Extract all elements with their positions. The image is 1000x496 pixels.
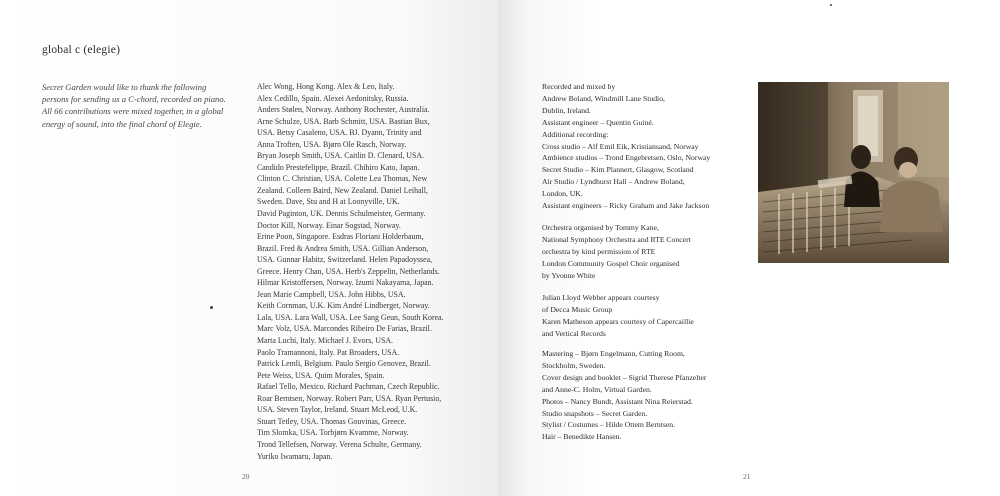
- credit-line: Cover design and booklet – Sigrid Therese Pfanzelter: [542, 372, 707, 382]
- credit-line: Secret Studio – Kim Plannert, Glasgow, Scotland: [542, 165, 694, 175]
- credit-line: Stockholm, Sweden.: [542, 360, 606, 370]
- contributor-line: Anna Troften, USA. Bjørn Ole Rasch, Norway.: [257, 139, 407, 149]
- orchestra-credits: [542, 222, 752, 282]
- contributor-line: Candido Prestefelippe, Brazil. Chihiro Kato, Japan.: [257, 162, 420, 172]
- contributor-line: Patrick Lemli, Belgium. Paulo Sergio Genovez, Brazil.: [257, 359, 431, 369]
- credit-line: Air Studio / Lyndhurst Hall – Andrew Boland,: [542, 177, 685, 187]
- production-credits: [542, 348, 752, 443]
- contributor-line: Stuart Tetley, USA. Thomas Gouvinas, Greece.: [257, 416, 407, 426]
- contributor-line: Rafael Tello, Mexico. Richard Pachman, Czech Republic.: [257, 382, 440, 392]
- contributor-line: Trond Tellefsen, Norway. Verena Schulte, Germany.: [257, 439, 422, 449]
- credit-line: by Yvonne White: [542, 270, 596, 280]
- credit-line: Studio snapshots – Secret Garden.: [542, 408, 648, 418]
- contributor-line: USA. Steven Taylor, Ireland. Stuart McLeod, U.K.: [257, 405, 418, 415]
- contributor-line: Greece. Henry Chan, USA. Herb's Zeppelin, Netherlands.: [257, 266, 440, 276]
- print-speck: [830, 4, 832, 6]
- contributor-line: Alex Cedillo, Spain. Alexei Aedonitsky, Russia.: [257, 93, 409, 103]
- credit-line: Ambience studios – Trond Engebretsen, Oslo, Norway: [542, 153, 711, 163]
- contributor-line: Paolo Tramannoni, Italy. Pat Broaders, USA.: [257, 347, 400, 357]
- credit-line: Dublin, Ireland.: [542, 105, 591, 115]
- contributor-line: Arne Schulze, USA. Barb Schmitt, USA. Bastian Bux,: [257, 116, 430, 126]
- contributor-line: Marta Luchi, Italy. Michael J. Evors, USA.: [257, 336, 394, 346]
- credit-line: London, UK.: [542, 189, 583, 199]
- intro-line: persons for sending us a C-chord, recorded on piano.: [42, 94, 226, 105]
- page-number-right: 21: [743, 472, 751, 481]
- intro-line: Secret Garden would like to thank the following: [42, 82, 207, 92]
- contributor-line: Anders Stølen, Norway. Anthony Rochester, Australia.: [257, 105, 430, 115]
- credit-line: Cross studio – Alf Emil Eik, Kristiansand, Norway: [542, 141, 699, 151]
- contributors-list: [257, 81, 457, 462]
- credit-line: Karen Matheson appears courtesy of Capercaillie: [542, 316, 694, 326]
- contributor-line: Sweden. Dave, Stu and H at Loonyville, UK.: [257, 197, 400, 207]
- credit-line: Andrew Boland, Windmill Lane Studio,: [542, 93, 665, 103]
- credit-line: Julian Lloyd Webber appears courtesy: [542, 293, 660, 302]
- credit-line: Hair – Benedikte Hansen.: [542, 432, 622, 442]
- contributor-line: Erine Poon, Singapore. Esdras Floriani Holderbaum,: [257, 232, 424, 242]
- contributor-line: Brazil. Fred & Andrea Smith, USA. Gillian Anderson,: [257, 243, 429, 253]
- credit-line: Mastering – Bjørn Engelmann, Cutting Room,: [542, 349, 685, 358]
- credit-line: Assistant engineers – Ricky Graham and Jake Jackson: [542, 201, 710, 211]
- credit-line: and Vertical Records: [542, 328, 606, 338]
- credit-line: National Symphony Orchestra and RTE Concert: [542, 234, 691, 244]
- contributor-line: Clinton C. Christian, USA. Colette Lea Thomas, New: [257, 174, 428, 184]
- courtesy-credits: [542, 292, 752, 340]
- contributor-line: Tim Slomka, USA. Torbjørn Kvamme, Norway.: [257, 428, 409, 438]
- contributor-line: Keith Cornman, U.K. Kim André Lindberget, Norway.: [257, 301, 430, 311]
- contributor-line: Roar Berntsen, Norway. Robert Parr, USA. Ryan Pertusio,: [257, 393, 442, 403]
- contributor-line: Yuriko Iwamaru, Japan.: [257, 451, 333, 461]
- credit-line: Assistant engineer – Quentin Guiné.: [542, 117, 654, 127]
- credit-line: and Anne-C. Holm, Virtual Garden.: [542, 384, 652, 394]
- contributor-line: Lala, USA. Lara Wall, USA. Lee Sang Geun, South Korea.: [257, 312, 444, 322]
- section-title: global c (elegie): [42, 44, 121, 56]
- credit-line: Photos – Nancy Bundt, Assistant Nina Reierstad.: [542, 396, 693, 406]
- intro-line: All 66 contributions were mixed together, in a global: [42, 106, 224, 117]
- credit-line: Orchestra organised by Tommy Kane,: [542, 223, 659, 232]
- credit-line: orchestra by kind permission of RTE: [542, 246, 656, 256]
- contributor-line: Pete Weiss, USA. Quim Morales, Spain.: [257, 370, 385, 380]
- print-speck: [210, 306, 213, 309]
- credit-line: Recorded and mixed by: [542, 82, 616, 91]
- credit-line: London Community Gospel Choir organised: [542, 258, 680, 268]
- contributor-line: Zealand. Colleen Baird, New Zealand. Daniel Leihall,: [257, 185, 428, 195]
- credit-line: Additional recording:: [542, 129, 609, 139]
- contributor-line: Alec Wong, Hong Kong. Alex & Leo, Italy.: [257, 82, 395, 91]
- studio-photo: [758, 82, 949, 263]
- recording-credits: [542, 81, 752, 212]
- contributor-line: Marc Volz, USA. Marcondes Ribeiro De Farias, Brazil.: [257, 324, 432, 334]
- studio-mixing-console-photo-icon: [758, 82, 949, 263]
- contributor-line: Doctor Kill, Norway. Einar Sogstad, Norway.: [257, 220, 401, 230]
- contributor-line: Jean Marie Campbell, USA. John Hibbs, USA.: [257, 289, 406, 299]
- contributor-line: Bryan Joseph Smith, USA. Caitlin D. Clenard, USA.: [257, 151, 425, 161]
- intro-line: energy of sound, into the final chord of Elegie.: [42, 118, 202, 129]
- intro-paragraph: [42, 81, 242, 130]
- page-number-left: 20: [242, 472, 250, 481]
- contributor-line: David Paginton, UK. Dennis Schulmeister, Germany.: [257, 209, 426, 219]
- contributor-line: USA. Gunnar Habitz, Switzerland. Helen Papadoyssea,: [257, 255, 433, 265]
- credit-line: Stylist / Costumes – Hilde Ottem Berntsen.: [542, 420, 676, 430]
- credit-line: of Decca Music Group: [542, 304, 613, 314]
- contributor-line: Hilmar Kristoffersen, Norway. Izumi Nakayama, Japan.: [257, 278, 434, 288]
- contributor-line: USA. Betsy Casaleno, USA. BJ. Dyann, Trinity and: [257, 128, 422, 138]
